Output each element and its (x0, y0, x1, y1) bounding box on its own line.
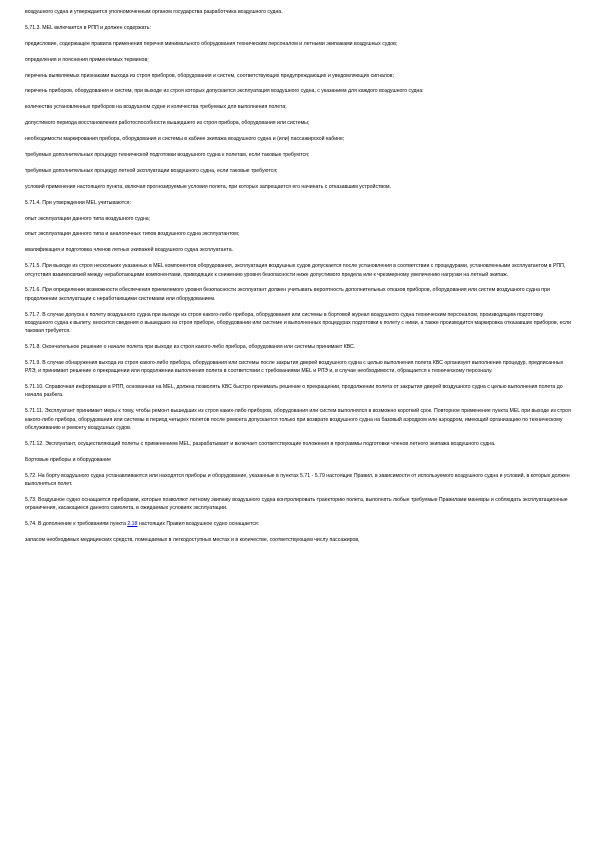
paragraph: 5.71.5. При выходе из строя нескольких указанных в MEL компонентов оборудования, эксплуатация воздушных судов допускается после установления в соответствии с процедурами, установленными эксплуатантом в РПП, отсутствия взаимосвязей между неработающими компонентами, приводящих к снижению уровня безопасности ниже допустимого предела или к чрезмерному увеличению нагрузки на летный экипаж. (25, 263, 566, 278)
paragraph: опыт эксплуатации данного типа воздушного судна; (25, 215, 151, 222)
rule-link[interactable]: 2.18 (127, 521, 138, 528)
paragraph: опыт эксплуатации данного типа и аналогичных типов воздушного судна эксплуатантом; (25, 231, 240, 238)
paragraph: воздушного судна и утверждается уполномоченным органом государства разработчика воздушного судна. (25, 9, 283, 15)
paragraph: 5.71.10. Справочная информация в РПП, основанная на MEL, должна позволять КВС быстро принимать решение о прекращении, продолжении полета от закрытия дверей воздушного судна с целью выполнения полета до начала разбега. (25, 384, 563, 399)
paragraph: допустимого периода восстановления работоспособности вышедшего из строя прибора, оборудования или системы; (25, 120, 310, 127)
paragraph: определения и пояснения применяемых терминов; (25, 56, 149, 63)
paragraph: 5.71.6. При определении возможности обеспечения приемлемого уровня безопасности эксплуатант должен учитывать вероятность дополнительных отказов приборов, оборудования или систем воздушного судна при продолжении эксплуатации с неработающими системами или оборудованием. (25, 287, 550, 302)
paragraph: квалификация и подготовка членов летных экипажей воздушного судна эксплуатанта. (25, 247, 234, 254)
paragraph: требуемых дополнительных процедур летной эксплуатации воздушного судна, если таковые требуются; (25, 167, 278, 174)
paragraph: условий применения настоящего пункта, включая прогнозируемые условия полета, при которых запрещается его начинать с отказавшим устройством. (25, 183, 392, 190)
paragraph: 5.73. Воздушное судно оснащается приборами, которые позволяют летному экипажу воздушного судна контролировать траекторию полета, выполнять любые требуемые Правилами маневры и соблюдать эксплуатационные ограничения, касающиеся данного самолета, в ожидаемых условиях эксплуатации. (25, 496, 568, 512)
paragraph: 5.71.12. Эксплуатант, осуществляющий полеты с применением MEL, разрабатывает и включает соответствующие положения в программы подготовки членов летного экипажа воздушного судна. (25, 440, 496, 447)
paragraph-with-link (25, 520, 571, 528)
paragraph: предисловие, содержащее правила применения перечня минимального оборудования техническим персоналом и летными экипажами воздушных судов; (25, 40, 398, 47)
paragraph: запасом необходимых медицинских средств, помещаемых в легкодоступных местах и в количестве, соответствующем числу пассажиров, (25, 536, 360, 543)
paragraph-text: 5.74. В дополнение к требованиям пункта (25, 521, 126, 528)
paragraph: перечень приборов, оборудования и систем, при выходе из строя которых допускается эксплуатация воздушного судна, с указанием для каждого воздушного судна: (25, 88, 424, 95)
paragraph: перечень выявляемых признаками выхода из строя приборов, оборудования и систем, соответствующих предупреждающих и уведомляющих сигналов; (25, 72, 394, 79)
section-heading: 5.71.4. При утверждении MEL учитываются: (25, 199, 131, 206)
section-heading: Бортовые приборы и оборудование (25, 456, 112, 463)
paragraph: необходимости маркирования прибора, оборудования и системы в кабине экипажа воздушного судна и (или) пассажирской кабине; (25, 136, 345, 143)
paragraph: требуемых дополнительных процедур технической подготовки воздушного судна к полетам, если таковые требуются; (25, 152, 310, 159)
paragraph: 5.72. На борту воздушного судна устанавливаются или находятся приборы и оборудование, указанные в пунктах 5.71 - 5.79 настоящих Правил, в зависимости от используемого воздушного судна и условий, в которых должен выполняться полет. (25, 472, 570, 487)
paragraph: 5.71.11. Эксплуатант принимает меры к тому, чтобы ремонт вышедших из строя каких-либо приборов, оборудования или систем выполнялся в возможно короткий срок. Повторное применение пункта MEL при выходе из строя какого-либо прибора, оборудования или системы в период четырех полетов после ремонта допускается только при возврате воздушного судна на базовый аэродром или аэродром, имеющий организацию по техническому обслуживанию и ремонту воздушных судов. (25, 408, 571, 431)
paragraph: 5.71.7. В случае допуска к полету воздушного судна при выходе из строя какого-либо прибора, оборудования или системы в бортовой журнал воздушного судна техническим персоналом, производящим подготовку воздушного судна к вылету, вносится сведения о вышедших из строя приборе, оборудовании или системе и выполненных процедурах подготовки к полету с ними, а также производится маркировка отказавших приборов, если таковая требуется. (25, 311, 571, 335)
paragraph-tail: настоящих Правил воздушное судно оснащается: (137, 521, 260, 528)
paragraph: количества установленных приборов на воздушном судне и количества требуемых для выполнения полета; (25, 104, 287, 111)
paragraph: 5.71.8. Окончательное решение о начале полета при выходе из строя какого-либо прибора, оборудования или системы принимает КВС. (25, 344, 356, 351)
section-heading: 5.71.3. MEL включается в РПП и должен содержать: (25, 24, 151, 31)
paragraph: 5.71.9. В случае обнаружения выхода из строя какого-либо прибора, оборудования или системы после закрытия дверей воздушного судна с целью выполнения полета КВС организует выполнение процедур, предписанных РЛЭ, и принимает решение о прекращении или продолжении выполнения полета в соответствии с требованиями MEL и РЛЭ и, в случае необходимости, обращается к техническому персоналу. (25, 360, 564, 375)
